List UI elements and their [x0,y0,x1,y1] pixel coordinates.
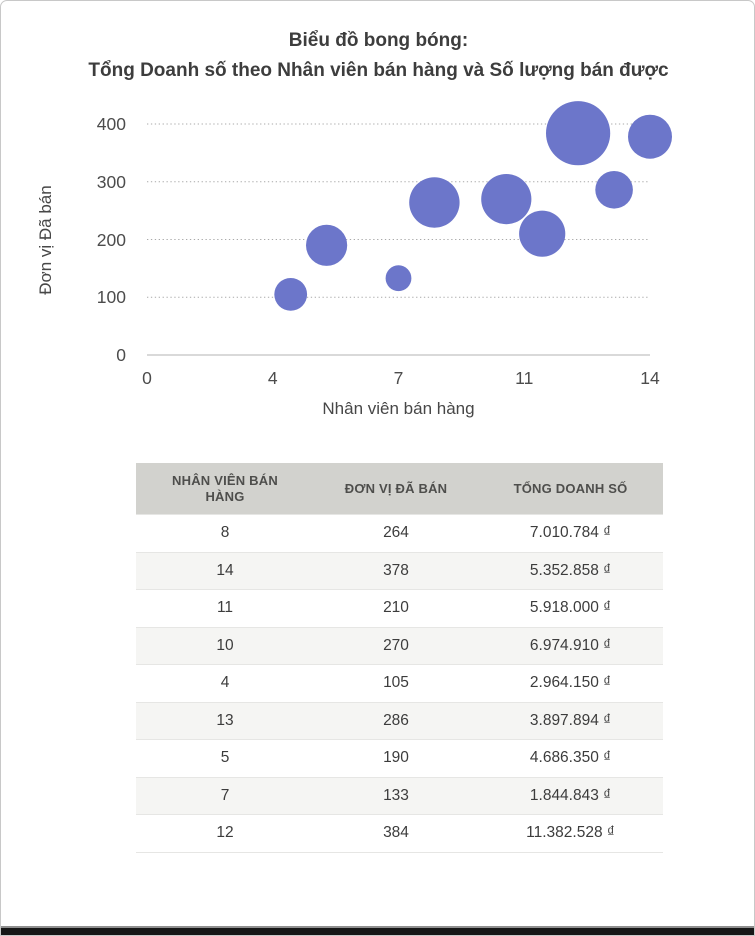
table-cell: 264 [383,524,409,542]
table-header-cell: NHÂN VIÊN BÁN HÀNG [172,472,278,504]
table-cell: 6.974.910 ₫ [529,636,612,654]
table-cell: 2.964.150 ₫ [529,674,612,692]
table-row [136,552,663,590]
data-table [136,463,663,853]
window-bottom-edge [1,926,754,935]
bubble [595,171,633,209]
bubble [546,101,610,165]
table-body [136,514,663,853]
table-cell: 7.010.784 ₫ [529,524,612,542]
y-tick-label: 200 [96,229,126,250]
table-cell: 13 [216,711,234,729]
chart-subtitle: Tổng Doanh số theo Nhân viên bán hàng và Số lượng bán được [88,60,669,81]
bubble [306,225,347,266]
table-cell: 11.382.528 ₫ [526,824,615,842]
bubble [481,174,531,224]
table-cell: 133 [383,786,409,804]
table-cell: 4.686.350 ₫ [529,749,612,767]
bubble [409,177,459,227]
table-cell: 1.844.843 ₫ [529,786,612,804]
x-tick-label: 14 [640,368,660,388]
table-cell: 105 [383,674,409,692]
table-header-cell: TỔNG DOANH SỐ [513,480,628,496]
bubble [386,265,412,291]
table-row [136,514,663,552]
table-cell: 210 [383,599,409,617]
table-cell: 286 [383,711,409,729]
table-cell: 270 [383,636,409,654]
y-tick-label: 100 [96,287,126,308]
table-row [136,814,663,852]
table-cell: 10 [216,636,234,654]
y-tick-label: 300 [96,171,126,192]
table-cell: 378 [383,561,409,579]
x-tick-label: 11 [515,368,534,388]
table-cell: 5.918.000 ₫ [529,599,612,617]
table-row [136,777,663,815]
x-axis-title: Nhân viên bán hàng [322,399,475,418]
bubble [519,211,565,257]
table-row [136,664,663,702]
y-axis-title: Đơn vị Đã bán [36,185,55,295]
table-cell: 7 [220,786,230,804]
table-row [136,589,663,627]
y-tick-label: 0 [116,345,126,365]
bubble [628,115,672,159]
table-row [136,739,663,777]
bubble [274,278,307,311]
table-cell: 190 [383,749,409,767]
table-row [136,627,663,665]
table-cell: 4 [220,674,230,692]
table-cell: 11 [216,599,234,617]
x-tick-label: 4 [267,368,278,388]
table-row [136,702,663,740]
x-tick-label: 0 [142,368,152,388]
table-cell: 5.352.858 ₫ [529,561,612,579]
table-cell: 14 [216,561,234,579]
chart-title-block [1,26,755,86]
table-cell: 5 [220,749,230,767]
x-tick-label: 7 [393,368,404,388]
table-header-cell: ĐƠN VỊ ĐÃ BÁN [344,480,448,496]
table-cell: 3.897.894 ₫ [529,711,612,729]
y-tick-label: 400 [96,114,126,134]
table-cell: 12 [216,824,234,842]
table-cell: 384 [383,824,409,842]
chart-title: Biểu đồ bong bóng: [288,30,469,51]
table-cell: 8 [220,524,230,542]
table-header-row [136,463,663,514]
